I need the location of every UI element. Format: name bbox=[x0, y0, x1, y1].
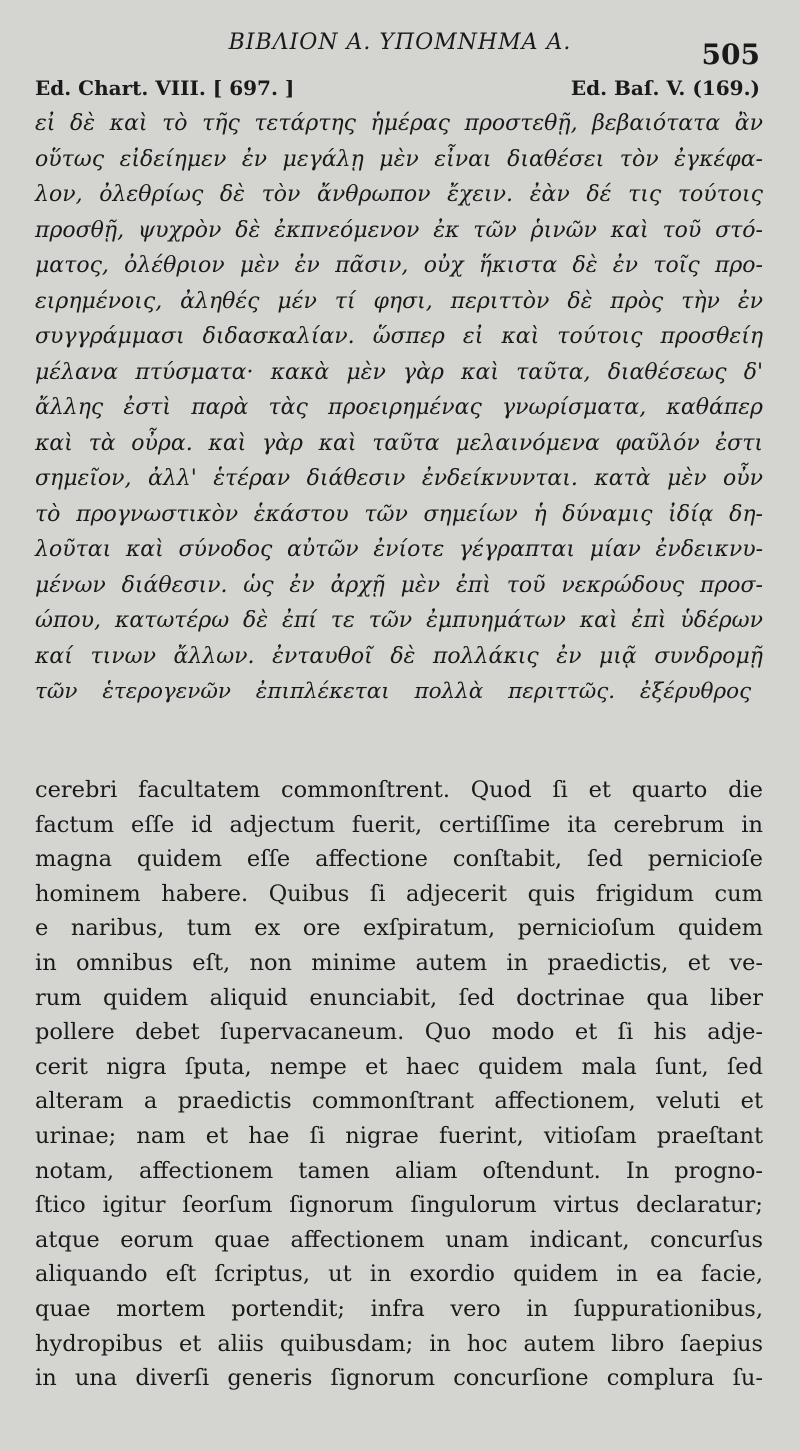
greek-line: ώπου, κατωτέρω δὲ ἐπί τε τῶν ἐμπυημάτων καὶ ἐπὶ ὑδέρων bbox=[35, 608, 763, 633]
greek-line: τὸ προγνωστικὸν ἑκάστου τῶν σημείων ἡ δύναμις ἰδίᾳ δη- bbox=[35, 501, 763, 527]
edition-reference-chartier: Ed. Chart. VIII. [ 697. ] bbox=[35, 76, 295, 100]
latin-line: rum quidem aliquid enunciabit, ſed doctrinae qua liber bbox=[35, 984, 763, 1011]
latin-line: pollere debet ſupervacaneum. Quo modo et ſi his adje- bbox=[35, 1019, 763, 1046]
greek-line: ματος, ὀλέθριον μὲν ἐν πᾶσιν, οὐχ ἥκιστα δὲ ἐν τοῖς προ- bbox=[35, 253, 763, 278]
latin-line: factum eſſe id adjectum fuerit, certiſſime ita cerebrum in bbox=[35, 811, 763, 838]
greek-line: τῶν ἑτερογενῶν ἐπιπλέκεται πολλὰ περιττῶς. ἐξέρυθρος bbox=[35, 679, 752, 704]
greek-line: καὶ τὰ οὖρα. καὶ γὰρ καὶ ταῦτα μελαινόμενα φαῦλόν ἐστι bbox=[35, 430, 763, 456]
greek-line: ειρημένοις, ἀληθές μέν τί φησι, περιττὸν δὲ πρὸς τὴν ἐν bbox=[35, 288, 763, 314]
greek-line: σημεῖον, ἀλλ' ἑτέραν διάθεσιν ἐνδείκνυνται. κατὰ μὲν οὖν bbox=[35, 466, 763, 491]
page-number: 505 bbox=[701, 38, 760, 71]
running-title: ΒΙΒΛΙΟΝ Α. ΥΠΟΜΝΗΜΑ Α. bbox=[228, 30, 572, 55]
greek-line: καί τινων ἄλλων. ἐνταυθοῖ δὲ πολλάκις ἐν μιᾷ συνδρομῇ bbox=[35, 643, 763, 669]
latin-line: urinae; nam et hae ſi nigrae fuerint, vitioſam praeſtant bbox=[35, 1122, 763, 1149]
greek-line: ἄλλης ἐστὶ παρὰ τὰς προειρημένας γνωρίσματα, καθάπερ bbox=[35, 395, 763, 420]
latin-line: cerit nigra ſputa, nempe et haec quidem mala ſunt, ſed bbox=[35, 1053, 763, 1080]
latin-text-block bbox=[35, 773, 763, 1396]
greek-line: μέλανα πτύσματα· κακὰ μὲν γὰρ καὶ ταῦτα, διαθέσεως δ' bbox=[35, 359, 763, 385]
latin-line: e naribus, tum ex ore exſpiratum, pernicioſum quidem bbox=[35, 915, 763, 942]
edition-reference-basel: Ed. Baſ. V. (169.) bbox=[570, 76, 760, 100]
greek-line: προσθῇ, ψυχρὸν δὲ ἐκπνεόμενον ἐκ τῶν ῥινῶν καὶ τοῦ στό- bbox=[35, 217, 763, 243]
latin-line: hominem habere. Quibus ſi adjecerit quis frigidum cum bbox=[35, 880, 763, 907]
greek-line: μένων διάθεσιν. ὡς ἐν ἀρχῇ μὲν ἐπὶ τοῦ νεκρώδους προσ- bbox=[35, 572, 763, 598]
latin-line: in omnibus eſt, non minime autem in praedictis, et ve- bbox=[35, 949, 763, 976]
latin-line: atque eorum quae affectionem unam indicant, concurſus bbox=[35, 1226, 763, 1253]
latin-line: alteram a praedictis commonſtrant affectionem, veluti et bbox=[35, 1088, 763, 1115]
latin-line: cerebri facultatem commonſtrent. Quod ſi et quarto die bbox=[35, 777, 763, 803]
latin-line: in una diverſi generis ſignorum concurſione complura ſu- bbox=[35, 1365, 763, 1392]
latin-line: ſtico igitur ſeorſum ſignorum ſingulorum virtus declaratur; bbox=[35, 1192, 763, 1219]
greek-line: εἰ δὲ καὶ τὸ τῆς τετάρτης ἡμέρας προστεθῇ, βεβαιότατα ἂν bbox=[35, 111, 763, 136]
latin-line: hydropibus et aliis quibusdam; in hoc autem libro ſaepius bbox=[35, 1330, 763, 1357]
greek-line: οὕτως εἰδείημεν ἐν μεγάλῃ μὲν εἶναι διαθέσει τὸν ἐγκέφα- bbox=[35, 146, 763, 172]
greek-line: συγγράμμασι διδασκαλίαν. ὥσπερ εἰ καὶ τούτοις προσθείη bbox=[35, 324, 763, 349]
greek-text-block bbox=[35, 106, 763, 710]
latin-line: aliquando eſt ſcriptus, ut in exordio quidem in ea facie, bbox=[35, 1261, 763, 1288]
greek-line: λοῦται καὶ σύνοδος αὐτῶν ἐνίοτε γέγραπται μίαν ἐνδεικνυ- bbox=[35, 537, 763, 562]
latin-line: quae mortem portendit; infra vero in ſuppurationibus, bbox=[35, 1295, 763, 1322]
greek-line: λον, ὀλεθρίως δὲ τὸν ἄνθρωπον ἔχειν. ἐὰν δέ τις τούτοις bbox=[35, 182, 763, 207]
latin-line: notam, affectionem tamen aliam oſtendunt. In progno- bbox=[35, 1157, 763, 1184]
latin-line: magna quidem eſſe affectione conſtabit, ſed pernicioſe bbox=[35, 846, 763, 873]
